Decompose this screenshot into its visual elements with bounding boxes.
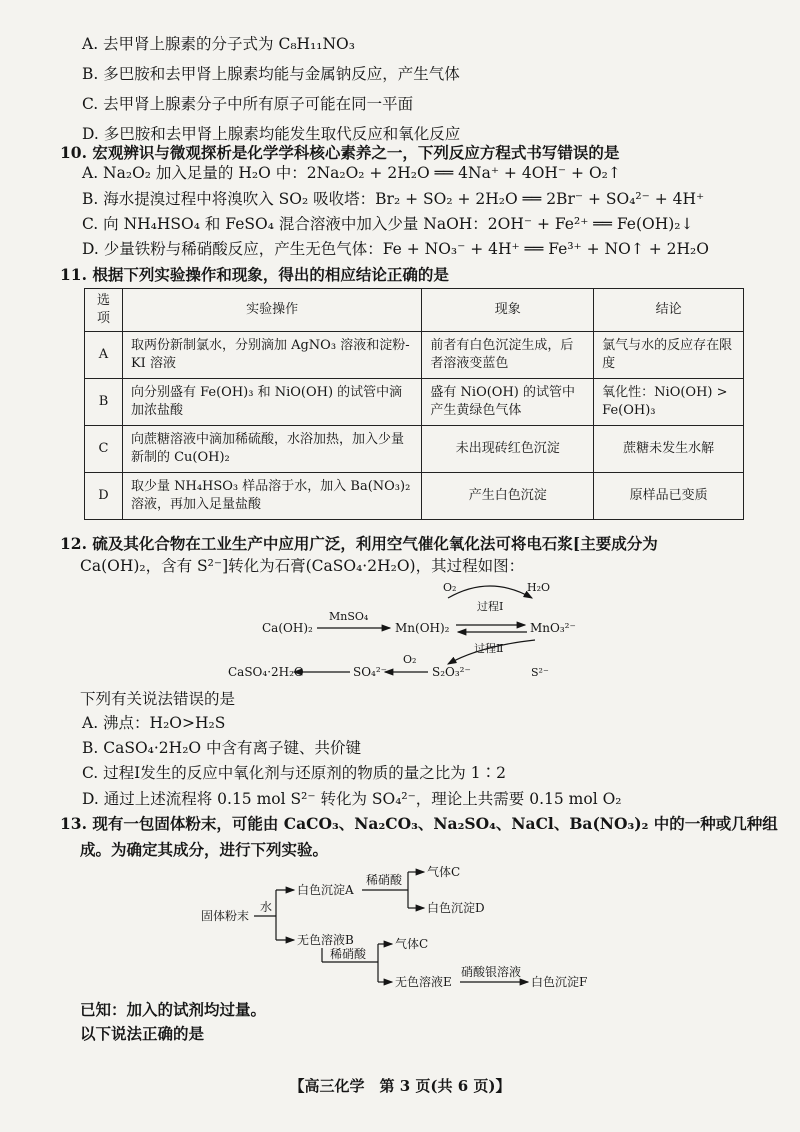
- q13-known: 已知：加入的试剂均过量。: [80, 1000, 267, 1019]
- process1-label: 过程Ⅰ: [477, 600, 504, 613]
- ppt-a-label: 白色沉淀A: [297, 883, 354, 897]
- row-operation: 向分别盛有 Fe(OH)₃ 和 NiO(OH) 的试管中滴加浓盐酸: [122, 379, 421, 426]
- q12-option-a: A. 沸点：H₂O>H₂S: [82, 714, 226, 732]
- hno3-1-label: 稀硝酸: [366, 873, 403, 887]
- q9-option-b: B. 多巴胺和去甲肾上腺素均能与金属钠反应，产生气体: [82, 65, 460, 83]
- ppt-d-label: 白色沉淀D: [427, 901, 485, 915]
- o2-bottom-label: O₂: [403, 653, 417, 666]
- agno3-label: 硝酸银溶液: [461, 965, 522, 979]
- row-label: C: [85, 426, 123, 473]
- mnso4-label: MnSO₄: [329, 610, 369, 623]
- mnoh2-label: Mn(OH)₂: [395, 621, 450, 635]
- q13-stem-line1: 13. 现有一包固体粉末，可能由 CaCO₃、Na₂CO₃、Na₂SO₄、NaCl、Ba(NO₃)₂ 中的一种或几种组: [60, 814, 778, 833]
- q10-option-a: A. Na₂O₂ 加入足量的 H₂O 中：2Na₂O₂ + 2H₂O ══ 4Na⁺ + 4OH⁻ + O₂↑: [82, 164, 621, 182]
- row-label: B: [85, 379, 123, 426]
- water-label: 水: [260, 900, 273, 914]
- page-footer: 【高三化学 第 3 页(共 6 页)】: [289, 1077, 511, 1095]
- mno3-label: MnO₃²⁻: [530, 621, 576, 635]
- gas-c2-label: 气体C: [395, 937, 429, 951]
- row-label: A: [85, 332, 123, 379]
- row-conclusion: 氧化性：NiO(OH) > Fe(OH)₃: [594, 379, 744, 426]
- so4-label: SO₄²⁻: [353, 665, 388, 679]
- header-conclusion: 结论: [594, 289, 744, 332]
- q12-option-c: C. 过程Ⅰ发生的反应中氧化剂与还原剂的物质的量之比为 1∶2: [82, 764, 506, 782]
- q10-option-c: C. 向 NH₄HSO₄ 和 FeSO₄ 混合溶液中加入少量 NaOH：2OH⁻ + Fe²⁺ ══ Fe(OH)₂↓: [82, 215, 694, 233]
- header-phenomenon: 现象: [422, 289, 594, 332]
- sol-b-label: 无色溶液B: [297, 933, 354, 947]
- q9-option-a: A. 去甲肾上腺素的分子式为 C₈H₁₁NO₃: [82, 35, 355, 53]
- o2-top-label: O₂: [443, 581, 457, 594]
- q10-option-d: D. 少量铁粉与稀硝酸反应，产生无色气体：Fe + NO₃⁻ + 4H⁺ ══ Fe³⁺ + NO↑ + 2H₂O: [82, 240, 709, 258]
- header-option: 选项: [85, 289, 123, 332]
- q13-question: 以下说法正确的是: [80, 1024, 205, 1043]
- row-phenomenon: 前者有白色沉淀生成，后者溶液变蓝色: [422, 332, 594, 379]
- process2-label: 过程Ⅱ: [474, 642, 504, 655]
- row-label: D: [85, 473, 123, 520]
- row-operation: 取少量 NH₄HSO₃ 样品溶于水，加入 Ba(NO₃)₂ 溶液，再加入足量盐酸: [122, 473, 421, 520]
- q12-question: 下列有关说法错误的是: [80, 690, 236, 708]
- gypsum-label: CaSO₄·2H₂O: [228, 665, 304, 679]
- gas-c1-label: 气体C: [427, 865, 461, 879]
- solid-label: 固体粉末: [201, 909, 250, 923]
- header-operation: 实验操作: [122, 289, 421, 332]
- row-conclusion: 原样品已变质: [594, 473, 744, 520]
- row-phenomenon: 产生白色沉淀: [422, 473, 594, 520]
- row-operation: 向蔗糖溶液中滴加稀硫酸，水浴加热，加入少量新制的 Cu(OH)₂: [122, 426, 421, 473]
- row-conclusion: 蔗糖未发生水解: [594, 426, 744, 473]
- ppt-f-label: 白色沉淀F: [531, 975, 588, 989]
- q12-stem-line2: Ca(OH)₂，含有 S²⁻]转化为石膏(CaSO₄·2H₂O)，其过程如图：: [80, 557, 525, 575]
- row-conclusion: 氯气与水的反应存在限度: [594, 332, 744, 379]
- row-operation: 取两份新制氯水，分别滴加 AgNO₃ 溶液和淀粉-KI 溶液: [122, 332, 421, 379]
- q13-stem-line2: 成。为确定其成分，进行下列实验。: [80, 840, 329, 859]
- q12-option-d: D. 通过上述流程将 0.15 mol S²⁻ 转化为 SO₄²⁻，理论上共需要 0.15 mol O₂: [82, 790, 622, 808]
- q9-option-d: D. 多巴胺和去甲肾上腺素均能发生取代反应和氧化反应: [82, 125, 461, 143]
- q9-option-c: C. 去甲肾上腺素分子中所有原子可能在同一平面: [82, 95, 414, 113]
- q12-option-b: B. CaSO₄·2H₂O 中含有离子键、共价键: [82, 739, 362, 757]
- hno3-2-label: 稀硝酸: [330, 947, 367, 961]
- caoh2-label: Ca(OH)₂: [262, 621, 313, 635]
- s2-label: S²⁻: [531, 666, 549, 679]
- s2o3-label: S₂O₃²⁻: [432, 665, 471, 679]
- h2o-label: H₂O: [527, 581, 551, 594]
- sol-e-label: 无色溶液E: [395, 975, 452, 989]
- q11-stem: 11. 根据下列实验操作和现象，得出的相应结论正确的是: [60, 265, 449, 284]
- q10-stem: 10. 宏观辨识与微观探析是化学学科核心素养之一，下列反应方程式书写错误的是: [60, 143, 620, 162]
- process1-arc: [448, 586, 532, 598]
- q10-option-b: B. 海水提溴过程中将溴吹入 SO₂ 吸收塔：Br₂ + SO₂ + 2H₂O ══ 2Br⁻ + SO₄²⁻ + 4H⁺: [82, 190, 705, 208]
- row-phenomenon: 盛有 NiO(OH) 的试管中产生黄绿色气体: [422, 379, 594, 426]
- row-phenomenon: 未出现砖红色沉淀: [422, 426, 594, 473]
- q12-stem-line1: 12. 硫及其化合物在工业生产中应用广泛，利用空气催化氧化法可将电石浆[主要成分为: [60, 534, 658, 553]
